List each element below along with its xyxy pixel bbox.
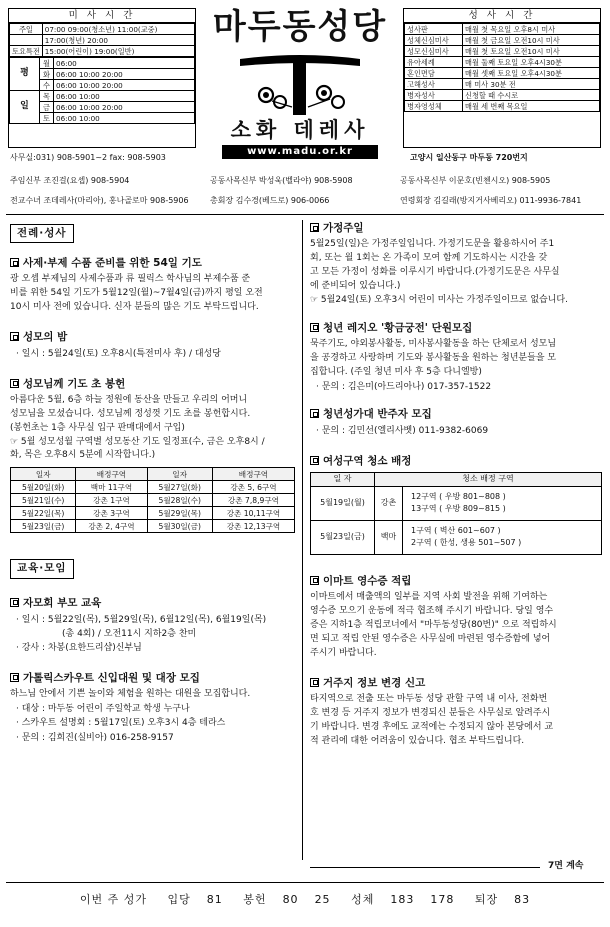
article-text: 성모님을 모셨습니다. 성모님께 정성껏 기도 초를 봉헌합시다. bbox=[10, 408, 251, 419]
article-text: 묵주기도, 야외봉사활동, 미사봉사활동을 하는 단체로서 성모님 bbox=[310, 338, 557, 349]
hymn-offertory-b: 25 bbox=[314, 893, 331, 906]
table-cell: 5월28일(수) bbox=[147, 494, 212, 507]
table-cell: 5월29일(목) bbox=[147, 507, 212, 520]
article-text: 하느님 안에서 기쁜 놀이와 체험을 원하는 대원을 모집합니다. bbox=[10, 688, 251, 699]
article-title: 가톨릭스카우트 신입대원 및 대장 모집 bbox=[23, 671, 200, 684]
article-text: 비를 위한 54일 기도가 5월12일(월)~7월4일(금)까지 평일 오전 bbox=[10, 288, 263, 299]
square-bullet-icon bbox=[310, 456, 319, 465]
day-sat: 토 bbox=[40, 113, 54, 124]
article-title: 가정주일 bbox=[323, 222, 364, 234]
article-text: ☞ 5월24일(토) 오후3시 어린이 미사는 가정주일이므로 없습니다. bbox=[310, 294, 568, 305]
square-bullet-icon bbox=[310, 323, 319, 332]
sunday-label-2 bbox=[10, 35, 43, 46]
table-cell: 5월19일(월) bbox=[311, 486, 375, 520]
sacrament-name: 고해성사 bbox=[405, 79, 463, 90]
sacrament-name: 병자성사 bbox=[405, 90, 463, 101]
article-text: (총 4회) / 오전11시 지하2층 찬미 bbox=[62, 629, 197, 640]
article-text: 에 준비되어 있습니다.) bbox=[310, 280, 401, 291]
sacrament-name: 유아세례 bbox=[405, 57, 463, 68]
sacrament-name: 혼인면담 bbox=[405, 68, 463, 79]
article-text: 주시기 바랍니다. bbox=[310, 647, 377, 658]
article-title: 이마트 영수증 적립 bbox=[323, 574, 412, 587]
table-cell: 강촌 5, 6구역 bbox=[212, 481, 294, 494]
day-thu-times: 06:00 10:00 bbox=[54, 91, 195, 102]
sacrament-times-title: 성 사 시 간 bbox=[404, 9, 600, 23]
saturday-vigil-label: 토요특전 bbox=[10, 46, 43, 57]
hymn-entrance-label: 입당 bbox=[167, 893, 191, 906]
table-cell: 5월23일(금) bbox=[11, 520, 76, 533]
article-title: 청년 레지오 '황금궁전' 단원모집 bbox=[323, 321, 473, 334]
article-emart-receipts bbox=[310, 575, 602, 661]
hymn-recessional-label: 퇴장 bbox=[474, 893, 499, 906]
article-candle-offering bbox=[10, 378, 295, 534]
square-bullet-icon bbox=[10, 379, 19, 388]
sacrament-detail: 매월 셋째 토요일 오후4시30분 bbox=[463, 68, 600, 79]
parish-logo bbox=[200, 6, 400, 166]
footer-divider bbox=[6, 882, 604, 883]
hymn-offertory-a: 80 bbox=[282, 893, 299, 906]
weekday-label-il: 일 bbox=[10, 91, 40, 124]
day-thu: 목 bbox=[40, 91, 54, 102]
sacrament-detail: 매월 세 번째 목요일 bbox=[463, 101, 600, 112]
square-bullet-icon bbox=[10, 673, 19, 682]
hymn-communion-b: 178 bbox=[430, 893, 455, 906]
sacrament-table bbox=[404, 23, 600, 112]
article-text: ☞ 5월 성모성월 구역별 성모동산 기도 일정표(수, 금은 오후8시 / bbox=[10, 436, 265, 447]
weekday-label-pyeong: 평 bbox=[10, 58, 40, 91]
sacrament-detail: 매 미사 30분 전 bbox=[463, 79, 600, 90]
table-cell: 강촌 7,8,9구역 bbox=[212, 494, 294, 507]
table-row bbox=[311, 486, 602, 520]
article-text: 영수증 모으기 운동에 적극 협조해 주시기 바랍니다. 당일 영수 bbox=[310, 605, 554, 616]
left-column bbox=[10, 224, 295, 745]
staff-pastor: 주임신부 조진걸(요셉) 908-5904 bbox=[10, 176, 130, 185]
hymn-communion-a: 183 bbox=[390, 893, 415, 906]
table-row bbox=[311, 520, 602, 554]
sunday-times-1: 07:00 09:00(청소년) 11:00(교중) bbox=[42, 24, 194, 35]
day-fri-times: 06:00 10:00 20:00 bbox=[54, 102, 195, 113]
column-divider bbox=[302, 220, 303, 860]
article-text: · 대상 : 마두동 어린이 주일학교 학생 누구나 bbox=[16, 703, 190, 714]
sacrament-name: 성체신심미사 bbox=[405, 35, 463, 46]
rosary-schedule-table bbox=[10, 467, 295, 533]
sunday-times-2: 17:00(청년) 20:00 bbox=[42, 35, 194, 46]
cleaning-zone: 12구역 ( 우방 801~808 ) bbox=[411, 492, 506, 502]
article-text: · 문의 : 김은미(아드리아나) 017-357-1522 bbox=[316, 381, 492, 392]
square-bullet-icon bbox=[310, 223, 319, 232]
sacrament-detail: 매월 첫 토요일 오전10시 미사 bbox=[463, 46, 600, 57]
table-cell: 5월21일(수) bbox=[11, 494, 76, 507]
day-wed-times: 06:00 10:00 20:00 bbox=[54, 80, 195, 91]
table-header: 일자 bbox=[147, 468, 212, 481]
saturday-vigil-times: 15:00(어린이) 19:00(일반) bbox=[42, 46, 194, 57]
article-text: 증은 지하1층 적립코너에서 "마두동성당(80번)" 으로 적립하시 bbox=[310, 619, 557, 630]
article-scout-recruit bbox=[10, 672, 295, 745]
mass-times-title: 미 사 시 간 bbox=[9, 9, 195, 23]
day-tue: 화 bbox=[40, 69, 54, 80]
article-text: 광 오셉 부제님의 사제수품과 류 필릭스 학사님의 부제수품 준 bbox=[10, 274, 251, 285]
hymn-entrance: 81 bbox=[206, 893, 223, 906]
article-text: 고 모든 가정이 성화를 이루시기 바랍니다.(가정기도문은 사무실 bbox=[310, 267, 560, 277]
right-column bbox=[310, 222, 602, 748]
table-cell: 강촌 12,13구역 bbox=[212, 520, 294, 533]
sacrament-detail: 매월 첫 목요일 오후8시 미사 bbox=[463, 24, 600, 35]
parish-name: 마두동성당 bbox=[212, 7, 388, 47]
office-phone: 사무실:031) 908-5901~2 fax: 908-5903 bbox=[10, 153, 166, 162]
hymn-label: 이번 주 성가 bbox=[79, 893, 148, 906]
article-text: 면 되고 적립 안된 영수증은 사무실에 마련된 영수증함에 넣어 bbox=[310, 633, 551, 644]
article-choir-accompanist bbox=[310, 408, 602, 439]
cross-rose-icon bbox=[200, 49, 400, 117]
table-cell: 5월27일(화) bbox=[147, 481, 212, 494]
continued-line bbox=[310, 867, 540, 868]
parish-address: 고양시 일산동구 마두동 720번지 bbox=[410, 153, 528, 162]
article-text: 호 변경 등 거주지 정보가 변경되신 분들은 사무실로 알려주시 bbox=[310, 707, 551, 718]
article-title: 성모의 밤 bbox=[23, 331, 68, 344]
article-text: 이마트에서 매출액의 일부를 지역 사회 발전을 위해 기여하는 bbox=[310, 591, 548, 602]
table-cell: 강촌 bbox=[375, 486, 403, 520]
sunday-label: 주일 bbox=[10, 24, 43, 35]
day-fri: 금 bbox=[40, 102, 54, 113]
table-header: 청소 배정 구역 bbox=[375, 472, 602, 486]
cleaning-table bbox=[310, 472, 602, 555]
article-address-change bbox=[310, 677, 602, 749]
cleaning-zone: 2구역 ( 한성, 생용 501~507 ) bbox=[411, 538, 522, 548]
article-title: 여성구역 청소 배정 bbox=[323, 454, 412, 467]
article-title: 자모회 부모 교육 bbox=[23, 596, 102, 609]
sacrament-detail: 매월 둘째 토요일 오후4시30분 bbox=[463, 57, 600, 68]
sacrament-times-box bbox=[403, 8, 601, 148]
weekday-mass-table bbox=[9, 57, 195, 124]
article-text: 아름다운 5월, 6층 하늘 정원에 동산을 만들고 우리의 어머니 bbox=[10, 394, 248, 405]
table-header: 배정구역 bbox=[76, 468, 147, 481]
continued-on-page: 7면 계속 bbox=[548, 861, 584, 871]
table-header: 일 자 bbox=[311, 472, 375, 486]
staff-sisters: 전교수녀 조데레사(마리아), 홍나골로마 908-5906 bbox=[10, 196, 189, 205]
table-cell: 5월23일(금) bbox=[311, 520, 375, 554]
day-sat-times: 06:00 10:00 bbox=[54, 113, 195, 124]
article-54day-prayer bbox=[10, 257, 295, 315]
article-text: 집합니다. (주일 청년 미사 후 5층 다니엘방) bbox=[310, 366, 482, 377]
staff-associate-2: 공동사목신부 이문호(빈첸시오) 908-5905 bbox=[400, 176, 551, 185]
table-cell: 백마 bbox=[375, 520, 403, 554]
article-text: · 스카우트 설명회 : 5월17일(토) 오후3시 4층 테라스 bbox=[16, 718, 226, 729]
article-text: 타지역으로 전출 또는 마두동 성당 관할 구역 내 이사, 전화번 bbox=[310, 693, 548, 704]
hymn-numbers bbox=[0, 893, 610, 907]
article-title: 성모님께 기도 초 봉헌 bbox=[23, 377, 126, 390]
table-row bbox=[11, 481, 295, 494]
table-cell: 5월22일(목) bbox=[11, 507, 76, 520]
sacrament-name: 병자영성체 bbox=[405, 101, 463, 112]
table-cell: 백마 11구역 bbox=[76, 481, 147, 494]
article-text: 5월25일(일)은 가정주일입니다. 가정기도문을 활용하시어 주1 bbox=[310, 239, 555, 250]
article-text: · 문의 : 김민선(엘리사벳) 011-9382-6069 bbox=[316, 426, 489, 437]
article-text: · 일시 : 5월24일(토) 오후8시(특전미사 후) / 대성당 bbox=[16, 349, 222, 360]
day-mon-times: 06:00 bbox=[54, 58, 195, 69]
article-text: · 일시 : 5월22일(목), 5월29일(목), 6월12일(목), 6월19일(목) bbox=[16, 614, 267, 625]
article-text: · 문의 : 김희진(실비아) 016-258-9157 bbox=[16, 732, 174, 743]
table-row bbox=[11, 507, 295, 520]
table-row bbox=[11, 520, 295, 533]
table-row bbox=[11, 494, 295, 507]
table-cell bbox=[403, 520, 602, 554]
article-youth-legio bbox=[310, 322, 602, 394]
square-bullet-icon bbox=[10, 332, 19, 341]
sacrament-detail: 신청할 때 수시로 bbox=[463, 90, 600, 101]
article-text: 적 관리에 대한 어려움이 있습니다. 협조 부탁드립니다. bbox=[310, 735, 525, 746]
table-cell: 강촌 3구역 bbox=[76, 507, 147, 520]
square-bullet-icon bbox=[10, 598, 19, 607]
staff-funeral-president: 연령회장 김길래(방지거사베리오) 011-9936-7841 bbox=[400, 196, 582, 205]
cleaning-zone: 13구역 ( 우방 809~815 ) bbox=[411, 504, 506, 514]
article-family-sunday bbox=[310, 222, 602, 308]
article-text: 을 공경하고 사랑하며 기도와 봉사활동을 원하는 청년분들을 모 bbox=[310, 352, 557, 363]
header-divider bbox=[6, 214, 604, 215]
table-header: 배정구역 bbox=[212, 468, 294, 481]
table-cell: 강촌 2, 4구역 bbox=[76, 520, 147, 533]
hymn-recessional: 83 bbox=[514, 893, 531, 906]
category-liturgy: 전례·성사 bbox=[10, 224, 74, 243]
article-parent-education bbox=[10, 597, 295, 656]
table-header: 일자 bbox=[11, 468, 76, 481]
table-cell bbox=[403, 486, 602, 520]
article-text: (봉헌초는 1층 사무실 입구 판매대에서 구입) bbox=[10, 422, 185, 433]
article-mary-night bbox=[10, 331, 295, 362]
table-cell: 5월30일(금) bbox=[147, 520, 212, 533]
day-mon: 월 bbox=[40, 58, 54, 69]
cleaning-zone: 1구역 ( 벽산 601~607 ) bbox=[411, 526, 501, 536]
article-text: · 강사 : 차봉(요한드리샵)신부님 bbox=[16, 643, 142, 654]
sacrament-detail: 매월 첫 금요일 오전10시 미사 bbox=[463, 35, 600, 46]
day-tue-times: 06:00 10:00 20:00 bbox=[54, 69, 195, 80]
category-education: 교육·모임 bbox=[10, 559, 74, 578]
hymn-communion-label: 성체 bbox=[351, 893, 375, 906]
article-text: 기 바랍니다. 변경 후에도 교적에는 수정되지 않아 본당에서 교 bbox=[310, 721, 554, 732]
article-title: 청년성가대 반주자 모집 bbox=[323, 408, 432, 421]
hymn-offertory-label: 봉헌 bbox=[243, 893, 267, 906]
article-cleaning-assignment bbox=[310, 455, 602, 555]
square-bullet-icon bbox=[310, 409, 319, 418]
article-text: 10시 미사 전에 있습니다. 신자 분들의 많은 기도 부탁드립니다. bbox=[10, 302, 259, 313]
day-wed: 수 bbox=[40, 80, 54, 91]
staff-associate-1: 공동사목신부 박성욱(벨라야) 908-5908 bbox=[210, 176, 353, 185]
mass-times-box bbox=[8, 8, 196, 148]
square-bullet-icon bbox=[10, 258, 19, 267]
square-bullet-icon bbox=[310, 576, 319, 585]
sunday-mass-table bbox=[9, 23, 195, 57]
table-cell: 강촌 1구역 bbox=[76, 494, 147, 507]
parish-patron: 소화 데레사 bbox=[230, 117, 370, 142]
table-cell: 강촌 10,11구역 bbox=[212, 507, 294, 520]
parish-url[interactable]: www.madu.or.kr bbox=[222, 145, 378, 159]
staff-council-president: 총회장 김수경(베드로) 906-0066 bbox=[210, 196, 330, 205]
article-title: 거주지 정보 변경 신고 bbox=[323, 676, 426, 689]
article-title: 사제·부제 수품 준비를 위한 54일 기도 bbox=[23, 257, 202, 270]
sacrament-name: 성사판 bbox=[405, 24, 463, 35]
square-bullet-icon bbox=[310, 678, 319, 687]
article-text: 화, 목은 오후8시 5분에 시작합니다.) bbox=[10, 450, 156, 461]
table-cell: 5월20일(화) bbox=[11, 481, 76, 494]
article-text: 회, 또는 월 1회는 온 가족이 모여 함께 기도하시는 시간을 갖 bbox=[310, 253, 548, 264]
sacrament-name: 성모신심미사 bbox=[405, 46, 463, 57]
